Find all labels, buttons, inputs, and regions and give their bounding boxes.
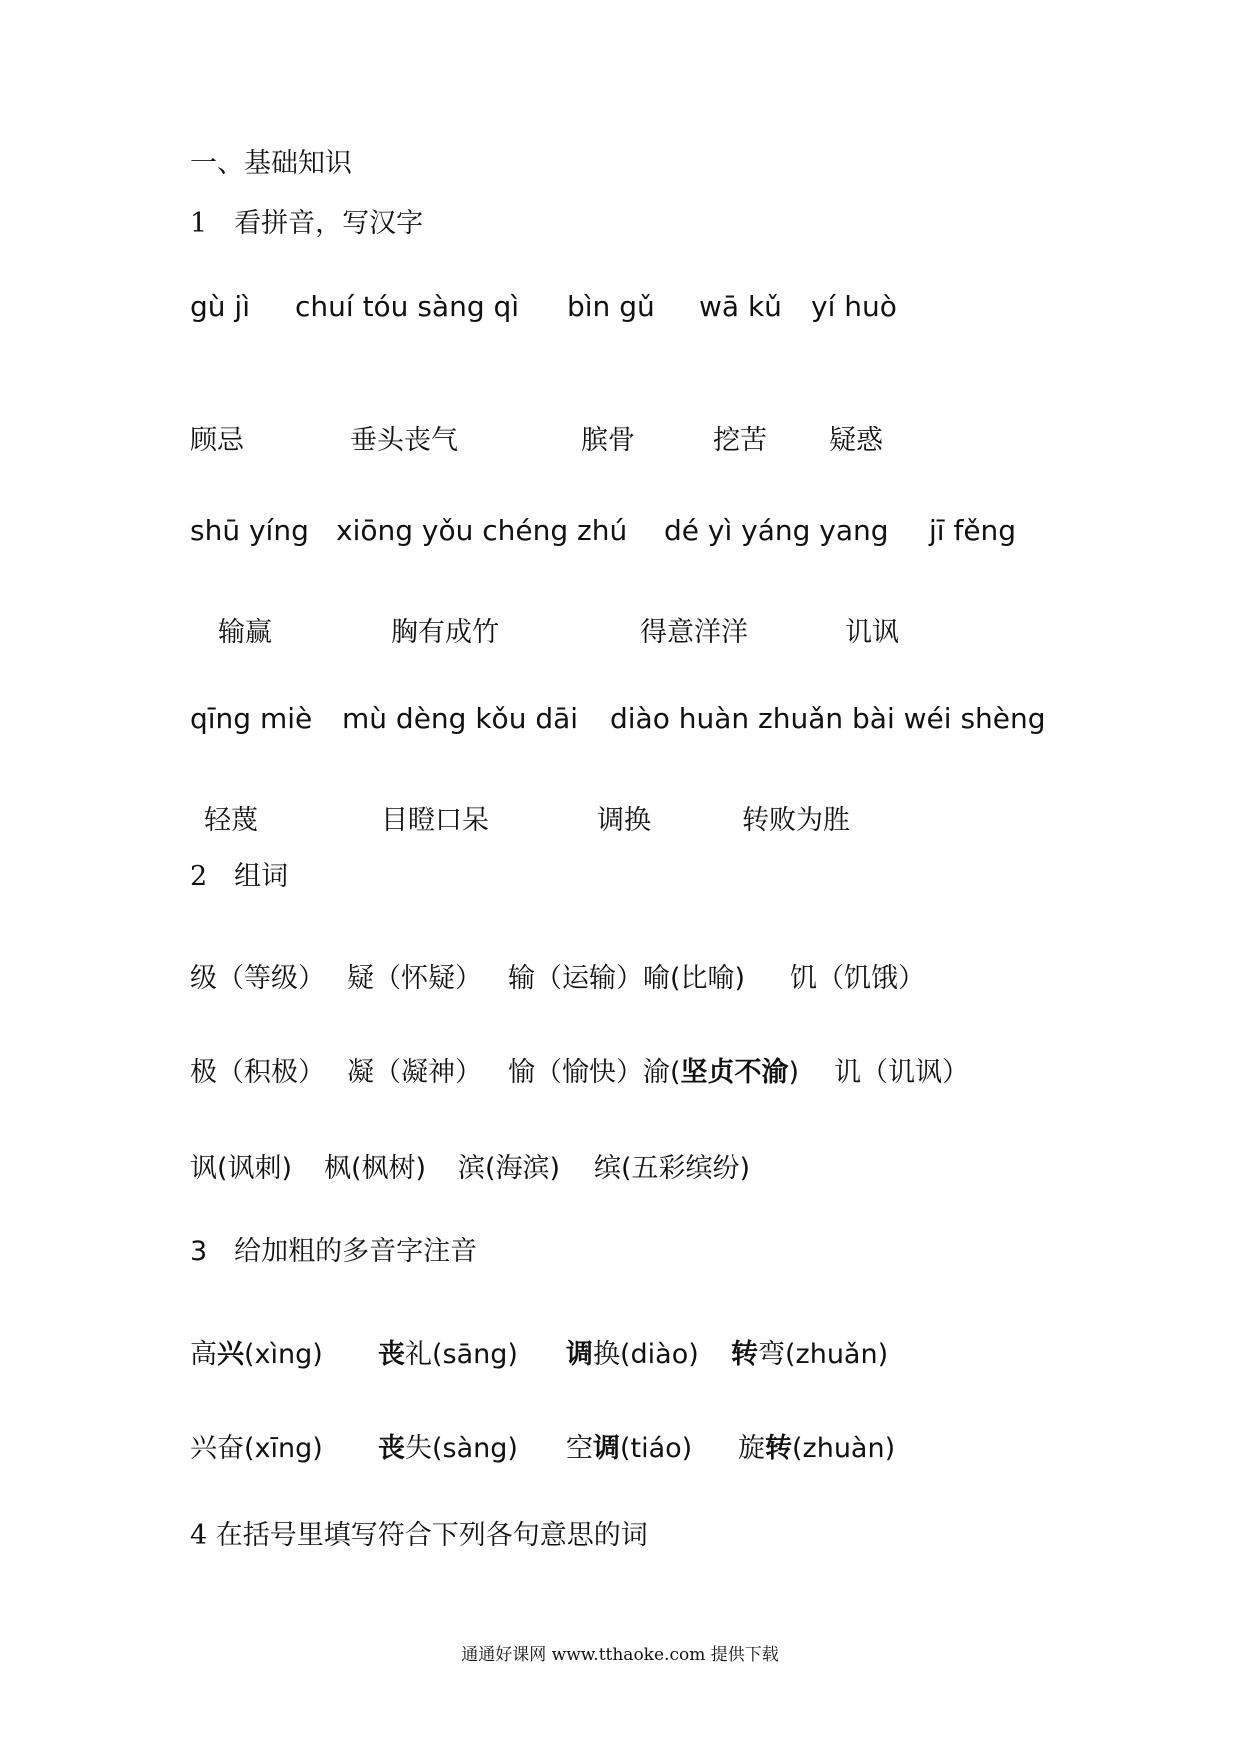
hanzi-item: 挖苦 <box>713 425 767 456</box>
hanzi-item: 目瞪口呆 <box>381 805 489 836</box>
hanzi-item: 轻蔑 <box>204 805 258 836</box>
hanzi-item: 疑惑 <box>829 425 883 456</box>
text: 弯(zhuǎn) <box>758 1339 889 1370</box>
pinyin-item: mù dèng kǒu dāi <box>342 702 579 735</box>
pinyin-item: jī fěng <box>929 514 1017 547</box>
question-1-title: 1 看拼音，写汉字 <box>190 208 424 239</box>
hanzi-item: 转败为胜 <box>742 805 850 836</box>
word-item: 输（运输）喻(比喻) <box>508 963 746 994</box>
text: 旋 <box>738 1433 765 1464</box>
pinyin-item: xiōng yǒu chéng zhú <box>336 514 628 547</box>
pinyin-item: chuí tóu sàng qì <box>295 290 520 323</box>
text: 兴奋(xīng) <box>190 1433 323 1464</box>
text: (tiáo) <box>620 1433 693 1464</box>
word-item: 凝（凝神） <box>347 1057 482 1088</box>
section-heading: 一、基础知识 <box>190 148 352 179</box>
polyphone-item <box>738 1426 895 1465</box>
bold-char: 兴 <box>217 1339 244 1370</box>
hanzi-item: 讥讽 <box>845 617 899 648</box>
word-item: 缤(五彩缤纷) <box>594 1153 751 1184</box>
polyphone-item <box>190 1332 323 1371</box>
bold-word: 坚贞不渝 <box>680 1057 789 1088</box>
pinyin-item: dé yì yáng yang <box>664 514 889 547</box>
hanzi-item: 胸有成竹 <box>391 617 499 648</box>
polyphone-item <box>566 1426 692 1465</box>
text: 失(sàng) <box>405 1433 518 1464</box>
text: (zhuàn) <box>792 1433 896 1464</box>
bold-char: 丧 <box>378 1339 405 1370</box>
word-item: 疑（怀疑） <box>347 963 482 994</box>
pinyin-item: diào huàn zhuǎn bài wéi shèng <box>610 702 1046 735</box>
word-item: 滨(海滨) <box>458 1153 561 1184</box>
word-text: 愉（愉快）渝( <box>508 1057 681 1088</box>
polyphone-item <box>190 1426 323 1465</box>
hanzi-item: 垂头丧气 <box>350 425 458 456</box>
bold-char: 转 <box>731 1339 758 1370</box>
text: 换(diào) <box>593 1339 699 1370</box>
bold-char: 调 <box>593 1433 620 1464</box>
word-text: ) <box>788 1057 800 1088</box>
polyphone-item <box>378 1426 518 1465</box>
bold-char: 转 <box>765 1433 792 1464</box>
question-4-title: 4 在括号里填写符合下列各句意思的词 <box>190 1520 648 1551</box>
word-item: 极（积极） <box>190 1057 325 1088</box>
word-item <box>508 1050 799 1089</box>
question-3-title: 3 给加粗的多音字注音 <box>190 1236 478 1267</box>
pinyin-item: wā kǔ <box>699 290 782 323</box>
text: 空 <box>566 1433 593 1464</box>
pinyin-item: yí huò <box>811 290 897 323</box>
hanzi-item: 得意洋洋 <box>640 617 748 648</box>
word-item: 枫(枫树) <box>324 1153 427 1184</box>
polyphone-item <box>566 1332 699 1371</box>
pinyin-item: qīng miè <box>190 702 313 735</box>
question-2-title: 2 组词 <box>190 861 289 892</box>
word-item: 讽(讽刺) <box>190 1153 293 1184</box>
hanzi-item: 膑骨 <box>581 425 635 456</box>
word-item: 级（等级） <box>190 963 325 994</box>
text: 高 <box>190 1339 217 1370</box>
hanzi-item: 顾忌 <box>190 425 244 456</box>
polyphone-item <box>731 1332 888 1371</box>
bold-char: 调 <box>566 1339 593 1370</box>
text: (xìng) <box>244 1339 323 1370</box>
hanzi-item: 调换 <box>597 805 651 836</box>
pinyin-item: shū yíng <box>190 514 309 547</box>
word-item: 饥（饥饿） <box>790 963 925 994</box>
hanzi-item: 输赢 <box>218 617 272 648</box>
bold-char: 丧 <box>378 1433 405 1464</box>
pinyin-item: gù jì <box>190 290 250 323</box>
polyphone-item <box>378 1332 518 1371</box>
word-item: 讥（讥讽） <box>834 1057 969 1088</box>
page-footer: 通通好课网 www.tthaoke.com 提供下载 <box>461 1645 779 1665</box>
text: 礼(sāng) <box>405 1339 518 1370</box>
pinyin-item: bìn gǔ <box>567 290 655 323</box>
